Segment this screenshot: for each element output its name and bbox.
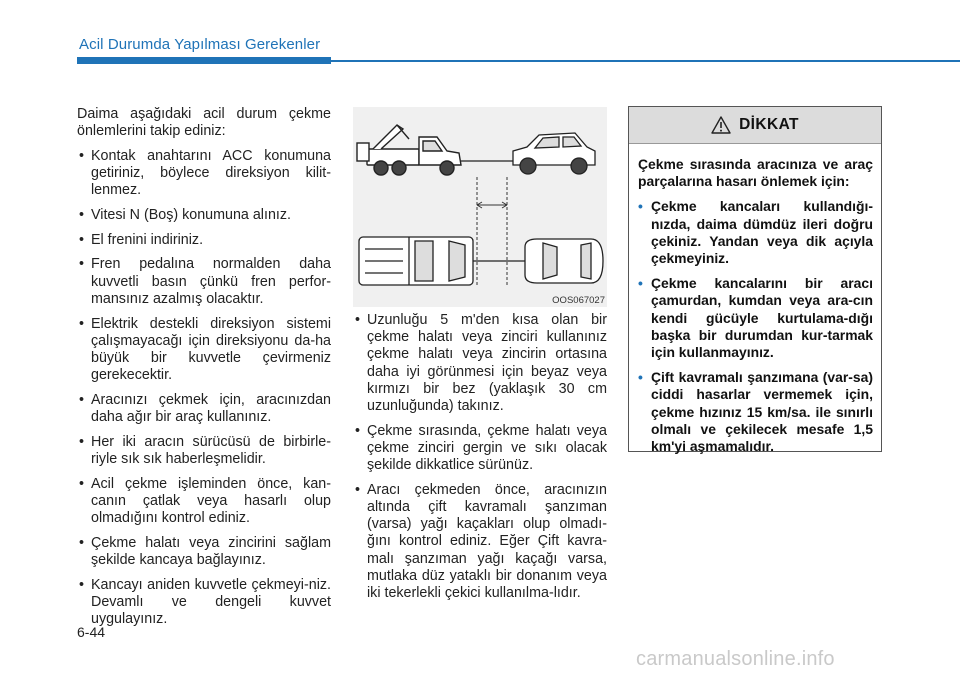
list-item: • Uzunluğu 5 m'den kısa olan bir çekme halatı veya zinciri kullanınız çekme halatı veya zincirin ortasına daha iyi görünmesi için beyaz veya kırmızı bir bez (yaklaşık 30 cm uzunluğunda) takınız. [353,312,607,415]
sedan-top-icon [525,239,603,283]
suv-side-icon [513,133,595,174]
list-item: • Çekme kancalarını bir aracı çamurdan, kumdan veya ara-cın kendi gücüyle kurtulama-dığı başka bir durumdan kur-tarmak için kullanmayınız. [638,275,873,361]
list-item: • Vitesi N (Boş) konumuna alınız. [77,207,331,224]
text-column-2 [353,312,607,602]
list-item: • Fren pedalına normalden daha kuvvetli basın çünkü fren perfor-mansınız azalmış olacaktır. [77,256,331,308]
list-item: • Çekme halatı veya zincirini sağlam şekilde kancaya bağlayınız. [77,535,331,569]
precaution-list [77,148,331,628]
list-item: • Çekme kancaları kullandığı-nızda, daima dümdüz ileri doğru çekiniz. Yandan veya dik açıyla çekmeyiniz. [638,198,873,267]
section-title: Acil Durumda Yapılması Gerekenler [79,36,321,53]
figure-code: OOS067027 [552,295,605,306]
caution-list [638,198,873,455]
caution-header [629,107,881,144]
caution-title: DİKKAT [739,116,799,133]
text-column-1 [77,106,331,628]
towing-diagram [353,107,607,307]
list-item: • Kontak anahtarını ACC konumuna getiriniz, böylece direksiyon kilit-lenmez. [77,148,331,200]
tow-truck-side-icon [357,125,461,175]
list-item: • Aracı çekmeden önce, aracınızın altında çift kavramalı şanzıman (varsa) yağı kaçakları olup olmadı-ğını kontrol ediniz. Eğer Çift kavra-malı şanzıman yağı kaçağı varsa, mutlaka düz yataklı bir donanım veya iki tekerlekli çekici kullanılma-lıdır. [353,482,607,602]
caution-box [628,106,882,455]
list-item: • Elektrik destekli direksiyon sistemi çalışmayacağı için direksiyonu da-ha büyük bir kuvvetle çevirmeniz gerekecektir. [77,316,331,385]
pickup-top-icon [359,237,473,285]
list-item: • Çekme sırasında, çekme halatı veya çekme zinciri gergin ve sıkı olacak şekilde dikkatlice sürünüz. [353,423,607,475]
distance-marker [477,177,507,287]
list-item: • Acil çekme işleminden önce, kan-canın çatlak veya hasarlı olup olmadığını kontrol ediniz. [77,476,331,528]
watermark: carmanualsonline.info [636,648,835,670]
caution-body [629,144,881,455]
header-accent-bar [77,57,331,64]
list-item: • Çift kavramalı şanzımana (var-sa) ciddi hasarlar vermemek için, çekme hızınız 15 km/sa. ile sınırlı olmalı ve çekilecek mesafe 1,5 km'yi aşmamalıdır. [638,369,873,455]
list-item: • Aracınızı çekmek için, aracınızdan daha ağır bir araç kullanınız. [77,392,331,426]
list-item: • El frenini indiriniz. [77,232,331,249]
header-rule [331,60,960,62]
towing-list [353,312,607,602]
towing-illustration [353,107,607,307]
caution-intro: Çekme sırasında aracınıza ve araç parçalarına hasarı önlemek için: [638,156,873,190]
warning-triangle-icon [711,116,731,134]
intro-paragraph: Daima aşağıdaki acil durum çekme önlemlerini takip ediniz: [77,106,331,140]
list-item: • Kancayı aniden kuvvetle çekmeyi-niz. Devamlı ve dengeli kuvvet uygulayınız. [77,577,331,629]
page-number: 6-44 [77,624,106,640]
list-item: • Her iki aracın sürücüsü de birbirle-riyle sık sık haberleşmelidir. [77,434,331,468]
